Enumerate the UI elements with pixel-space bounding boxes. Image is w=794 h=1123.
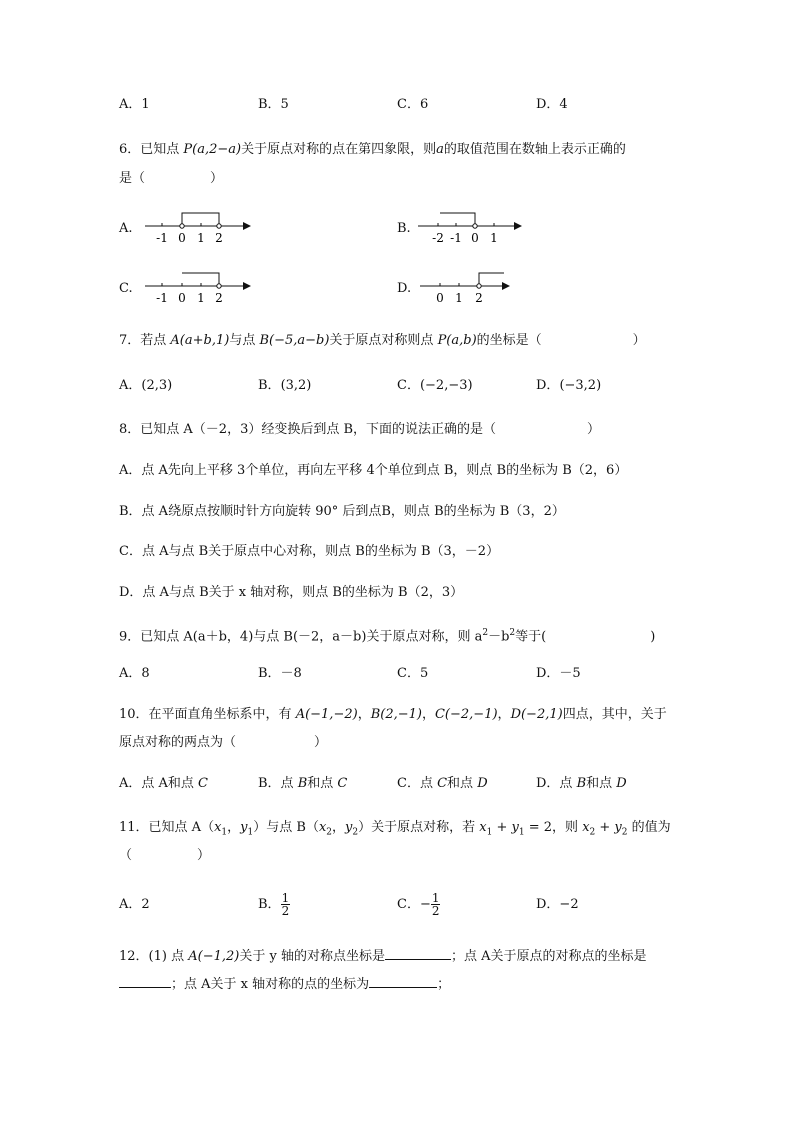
q11-option-c-fraction: $\frac{1}{2}$ [431,891,440,918]
q10-option-d: D．点 B和点 D [536,776,627,791]
q8-option-d: D．点 A与点 B关于 x 轴对称，则点 B的坐标为 B（2，3） [119,585,464,600]
axis-b-tick-1: -1 [450,231,462,245]
q7-option-a: A．(2,3) [119,378,173,393]
q10-option-c: C．点 C和点 D [397,776,488,791]
q10-option-a: A．点 A和点 C [119,776,208,791]
q7-stem: 7．若点 A(a+b,1)与点 B(−5,a−b)关于原点对称则点 P(a,b)的坐标是（ ） [119,333,646,348]
axis-c-tick-2: 1 [197,291,205,305]
q5-option-b: B．5 [258,97,289,112]
q12-line1: 12．(1) 点 A(−1,2)关于 y 轴的对称点坐标是 ；点 A关于原点的对称点的坐标是 [119,949,647,964]
q8-option-c: C．点 A与点 B关于原点中心对称，则点 B的坐标为 B（3，－2） [119,544,500,559]
q9-option-a: A．8 [119,666,150,681]
axis-a-tick-1: 0 [178,231,186,245]
q9-option-d: D．－5 [536,666,581,681]
q8-option-a: A．点 A先向上平移 3个单位，再向左平移 4个单位到点 B，则点 B的坐标为 B（2，6） [119,463,628,478]
q10-stem-line1: 10．在平面直角坐标系中，有 A(−1,−2)，B(2,−1)，C(−2,−1)，D(−2,1)四点，其中，关于 [119,707,667,722]
q6-label-a: A. [119,221,133,236]
q6-stem-line2: 是（ ） [119,171,224,186]
q10-stem-line2: 原点对称的两点为（ ） [119,735,328,750]
q11-option-d: D．−2 [536,897,579,912]
q8-option-b: B．点 A绕原点按顺时针方向旋转 90° 后到点B，则点 B的坐标为 B（3，2） [119,504,565,519]
q5-option-a: A．1 [119,97,150,112]
q7-option-d: D．(−3,2) [536,378,602,393]
q12-blank-1[interactable] [385,947,451,960]
q6-label-d: D. [397,281,412,296]
q6-number-line-a [145,208,255,248]
q9-stem: 9．已知点 A(a＋b，4)与点 B(－2，a－b)关于原点对称，则 $a^2-b^2$等于( ) [119,628,656,645]
q6-number-line-b [418,208,528,248]
axis-d-tick-1: 1 [455,291,463,305]
axis-c-tick-0: -1 [156,291,168,305]
axis-a-tick-3: 2 [215,231,223,245]
axis-a-tick-0: -1 [156,231,168,245]
q12-blank-2[interactable] [119,975,171,988]
q6-number-line-d [420,268,520,308]
q10-option-b: B．点 B和点 C [258,776,348,791]
q11-option-b: B． $\frac{1}{2}$ [258,891,290,918]
q11-stem-line2: （ ） [119,848,211,863]
axis-a-tick-2: 1 [197,231,205,245]
q11-stem-line1: 11．已知点 $A(x_1$，$y_1$）与点 $B(x_2$，$y_2$）关于原点对称，若 $x_1 + y_1 = 2$，则 $x_2 + y_2$ 的值为 [119,820,671,838]
q6-number-line-c [145,268,255,308]
axis-d-tick-0: 0 [436,291,444,305]
q12-line2: ；点 A关于 x 轴对称的点的坐标为 ； [119,975,450,993]
axis-d-tick-2: 2 [475,291,483,305]
axis-c-tick-3: 2 [215,291,223,305]
axis-b-tick-0: -2 [432,231,444,245]
q5-option-c: C．6 [397,97,429,112]
q11-option-a: A．2 [119,897,150,912]
axis-c-tick-1: 0 [178,291,186,305]
q5-option-d: D．4 [536,97,568,112]
axis-b-tick-2: 0 [471,231,479,245]
axis-b-tick-3: 1 [490,231,498,245]
q8-stem: 8．已知点 A（－2，3）经变换后到点 B，下面的说法正确的是（ ） [119,422,601,437]
q9-option-b: B．－8 [258,666,302,681]
q6-stem-line1: 6．已知点 P(a,2−a)关于原点对称的点在第四象限，则a的取值范围在数轴上表示正确的 [119,142,626,157]
q6-label-c: C. [119,281,133,296]
q11-option-c: C．− $\frac{1}{2}$ [397,891,440,918]
q6-label-b: B. [397,221,411,236]
q9-option-c: C．5 [397,666,429,681]
q12-blank-3[interactable] [369,975,437,988]
q7-option-b: B．(3,2) [258,378,312,393]
q11-option-b-fraction: $\frac{1}{2}$ [281,891,290,918]
q7-option-c: C．(−2,−3) [397,378,473,393]
